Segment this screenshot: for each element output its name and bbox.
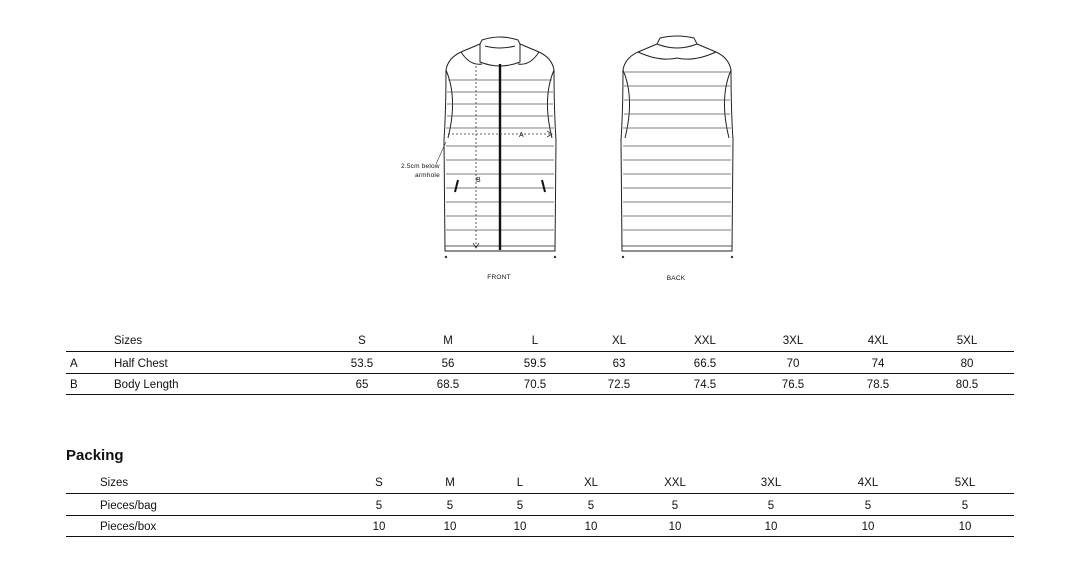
divider <box>66 351 1014 352</box>
table-cell: 56 <box>441 358 455 370</box>
table-cell: 10 <box>764 521 778 533</box>
note-line-2: armhole <box>415 172 440 179</box>
row-key: A <box>70 358 78 370</box>
row-label: Body Length <box>114 379 179 391</box>
back-vest-drawing <box>621 36 733 251</box>
table-cell: 5 <box>864 500 872 512</box>
table-cell: 10 <box>443 521 457 533</box>
table-cell: 70 <box>786 358 800 370</box>
size-col-header: M <box>445 477 455 489</box>
table-cell: 10 <box>861 521 875 533</box>
size-col-header: XL <box>583 477 599 489</box>
size-table-header-label: Sizes <box>114 335 143 347</box>
table-cell: 5 <box>375 500 383 512</box>
marker-b: B <box>476 177 481 184</box>
row-key: B <box>70 379 78 391</box>
front-label: FRONT <box>487 274 511 281</box>
table-cell: 5 <box>767 500 775 512</box>
table-cell: 5 <box>446 500 454 512</box>
back-quilting <box>623 72 731 230</box>
divider <box>66 373 1014 374</box>
size-col-header: 4XL <box>867 335 889 347</box>
size-col-header: XXL <box>664 477 686 489</box>
size-col-header: S <box>375 477 383 489</box>
size-col-header: S <box>358 335 366 347</box>
divider <box>66 493 1014 494</box>
table-cell: 74.5 <box>693 379 717 391</box>
table-cell: 76.5 <box>781 379 805 391</box>
table-cell: 10 <box>958 521 972 533</box>
table-cell: 80.5 <box>955 379 979 391</box>
size-col-header: 4XL <box>857 477 879 489</box>
size-col-header: 5XL <box>954 477 976 489</box>
size-col-header: 3XL <box>760 477 782 489</box>
table-cell: 78.5 <box>866 379 890 391</box>
note-line-1: 2.5cm below <box>401 163 440 170</box>
size-col-header: L <box>516 477 524 489</box>
table-cell: 74 <box>871 358 885 370</box>
size-col-header: 3XL <box>782 335 804 347</box>
table-cell: 59.5 <box>523 358 547 370</box>
back-label: BACK <box>666 275 686 282</box>
size-col-header: XXL <box>694 335 716 347</box>
table-cell: 10 <box>513 521 527 533</box>
table-cell: 10 <box>372 521 386 533</box>
size-col-header: XL <box>611 335 627 347</box>
table-cell: 68.5 <box>436 379 460 391</box>
table-cell: 5 <box>516 500 524 512</box>
size-col-header: M <box>443 335 453 347</box>
size-col-header: 5XL <box>956 335 978 347</box>
table-cell: 70.5 <box>523 379 547 391</box>
row-label: Pieces/box <box>100 521 157 533</box>
table-cell: 10 <box>668 521 682 533</box>
table-cell: 10 <box>584 521 598 533</box>
table-cell: 80 <box>960 358 974 370</box>
row-label: Half Chest <box>114 358 168 370</box>
table-cell: 63 <box>612 358 626 370</box>
table-cell: 72.5 <box>607 379 631 391</box>
table-cell: 65 <box>355 379 369 391</box>
size-col-header: L <box>531 335 539 347</box>
table-cell: 5 <box>961 500 969 512</box>
table-cell: 66.5 <box>693 358 717 370</box>
row-label: Pieces/bag <box>100 500 157 512</box>
table-cell: 5 <box>671 500 679 512</box>
table-cell: 53.5 <box>350 358 374 370</box>
divider <box>66 394 1014 395</box>
table-cell: 5 <box>587 500 595 512</box>
divider <box>66 515 1014 516</box>
marker-a: A <box>519 132 524 139</box>
packing-title: Packing <box>66 447 124 464</box>
divider <box>66 536 1014 537</box>
packing-header-label: Sizes <box>100 477 129 489</box>
